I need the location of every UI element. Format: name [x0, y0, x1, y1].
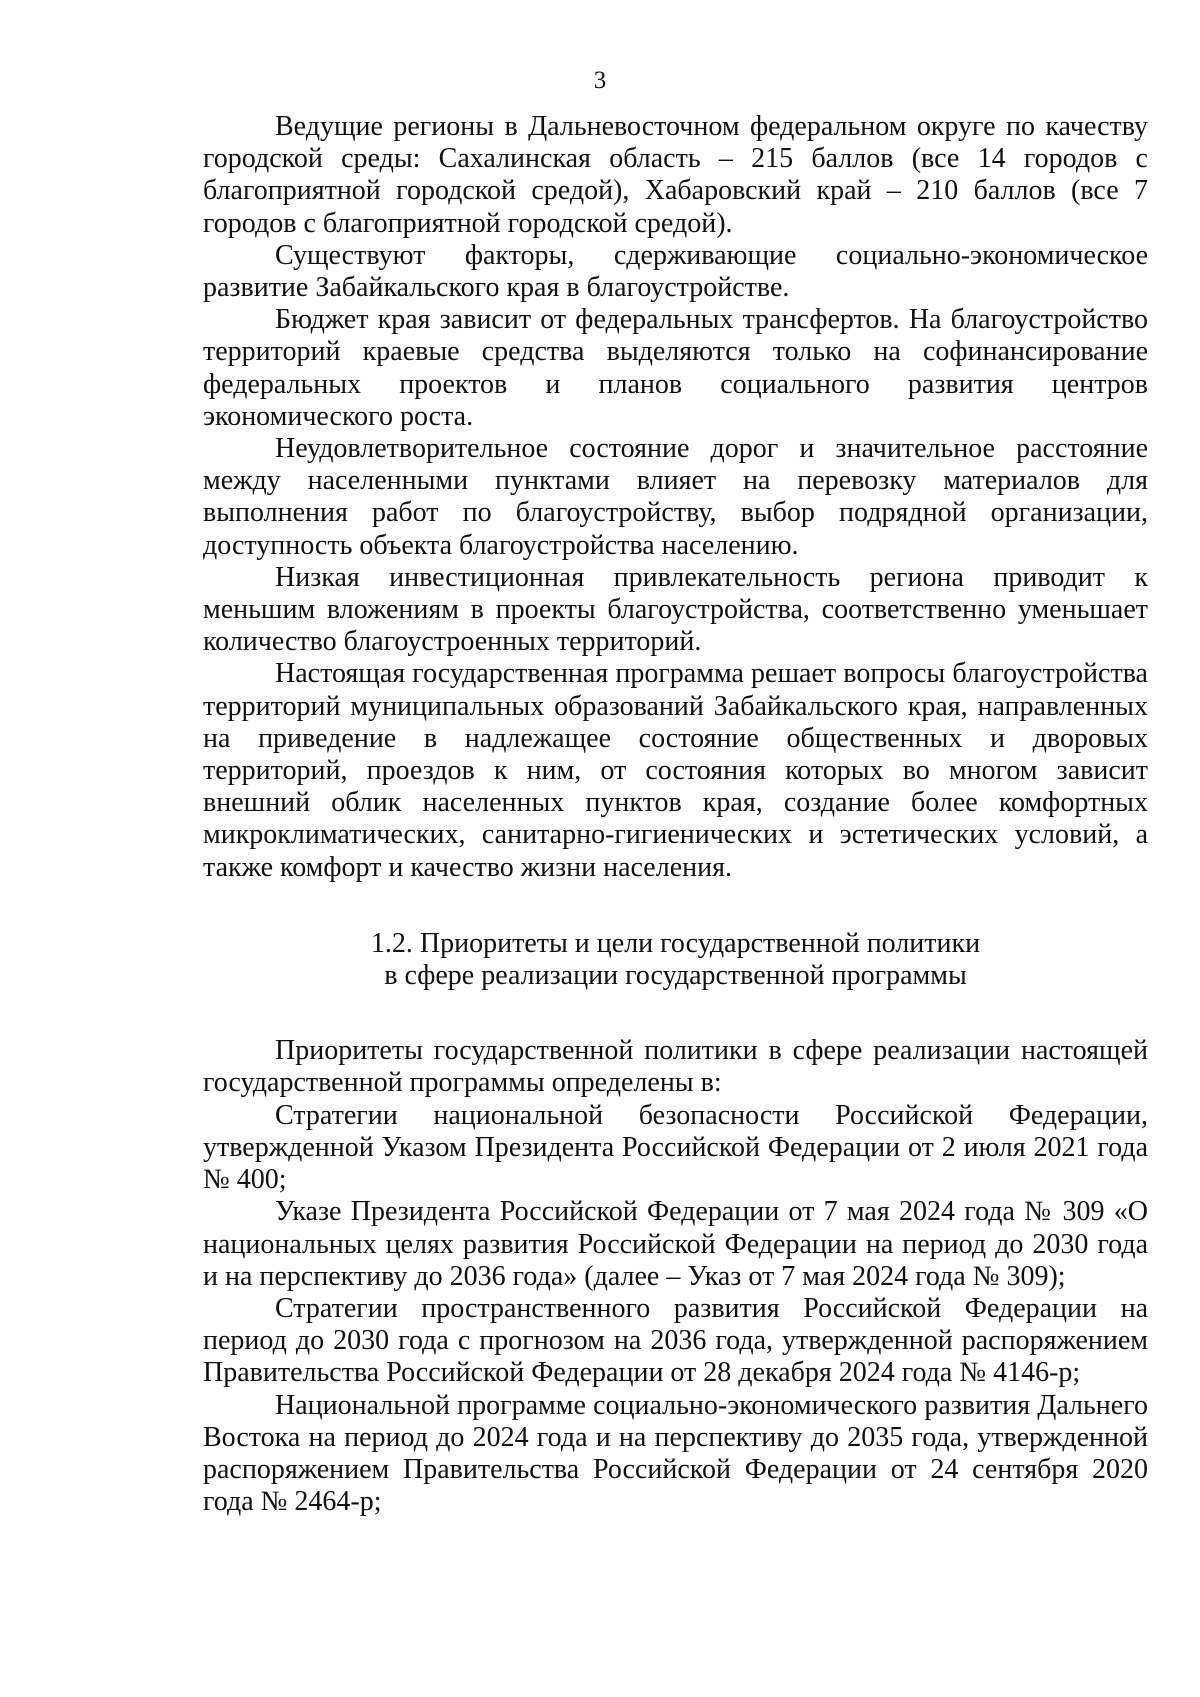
- paragraph-spatial-development-strategy: Стратегии пространственного развития Российской Федерации на период до 2030 года с прогнозом на 2036 года, утвержденной распоряжением Правительства Российской Федерации от 28 декабря 2024 года № 4146-р;: [203, 1292, 1148, 1389]
- paragraph-decree-309: Указе Президента Российской Федерации от 7 мая 2024 года № 309 «О национальных целях развития Российской Федерации на период до 2030 года и на перспективу до 2036 года» (далее – Указ от 7 мая 2024 года № 309);: [203, 1196, 1148, 1292]
- section-heading-line-1: 1.2. Приоритеты и цели государственной политики: [370, 927, 981, 959]
- paragraph-far-east-program: Национальной программе социально-экономического развития Дальнего Востока на период до 2024 года и на перспективу до 2035 года, утвержденной распоряжением Правительства Российской Федерации от 24 сентября 2020 года № 2464-р;: [203, 1389, 1148, 1518]
- section-heading: [203, 928, 1148, 992]
- paragraph-investment: Низкая инвестиционная привлекательность региона приводит к меньшим вложениям в проекты благоустройства, соответственно уменьшает количество благоустроенных территорий.: [203, 561, 1148, 658]
- page-number: 3: [593, 67, 607, 94]
- paragraph-national-security-strategy: Стратегии национальной безопасности Российской Федерации, утвержденной Указом Президента Российской Федерации от 2 июля 2021 года № 400;: [203, 1099, 1148, 1196]
- paragraph-constraining-factors: Существуют факторы, сдерживающие социально-экономическое развитие Забайкальского края в благоустройстве.: [203, 239, 1148, 304]
- section-heading-line-2: в сфере реализации государственной программы: [384, 960, 967, 992]
- document-body: [203, 111, 1148, 1518]
- paragraph-program-scope: Настоящая государственная программа решает вопросы благоустройства территорий муниципальных образований Забайкальского края, направленных на приведение в надлежащее состояние общественных и дворовых территорий, проездов к ним, от состояния которых во многом зависит внешний облик населенных пунктов края, создание более комфортных микроклиматических, санитарно-гигиенических и эстетических условий, а также комфорт и качество жизни населения.: [203, 658, 1148, 883]
- paragraph-priorities-intro: Приоритеты государственной политики в сфере реализации настоящей государственной программы определены в:: [203, 1035, 1148, 1099]
- paragraph-leading-regions: Ведущие регионы в Дальневосточном федеральном округе по качеству городской среды: Сахалинская область – 215 баллов (все 14 городов с благоприятной городской средой), Хабаровский край – 210 баллов (все 7 городов с благоприятной городской средой).: [203, 111, 1148, 239]
- paragraph-budget: Бюджет края зависит от федеральных трансфертов. На благоустройство территорий краевые средства выделяются только на софинансирование федеральных проектов и планов социального развития центров экономического роста.: [203, 304, 1148, 432]
- paragraph-roads: Неудовлетворительное состояние дорог и значительное расстояние между населенными пунктами влияет на перевозку материалов для выполнения работ по благоустройству, выбор подрядной организации, доступность объекта благоустройства населению.: [203, 433, 1148, 561]
